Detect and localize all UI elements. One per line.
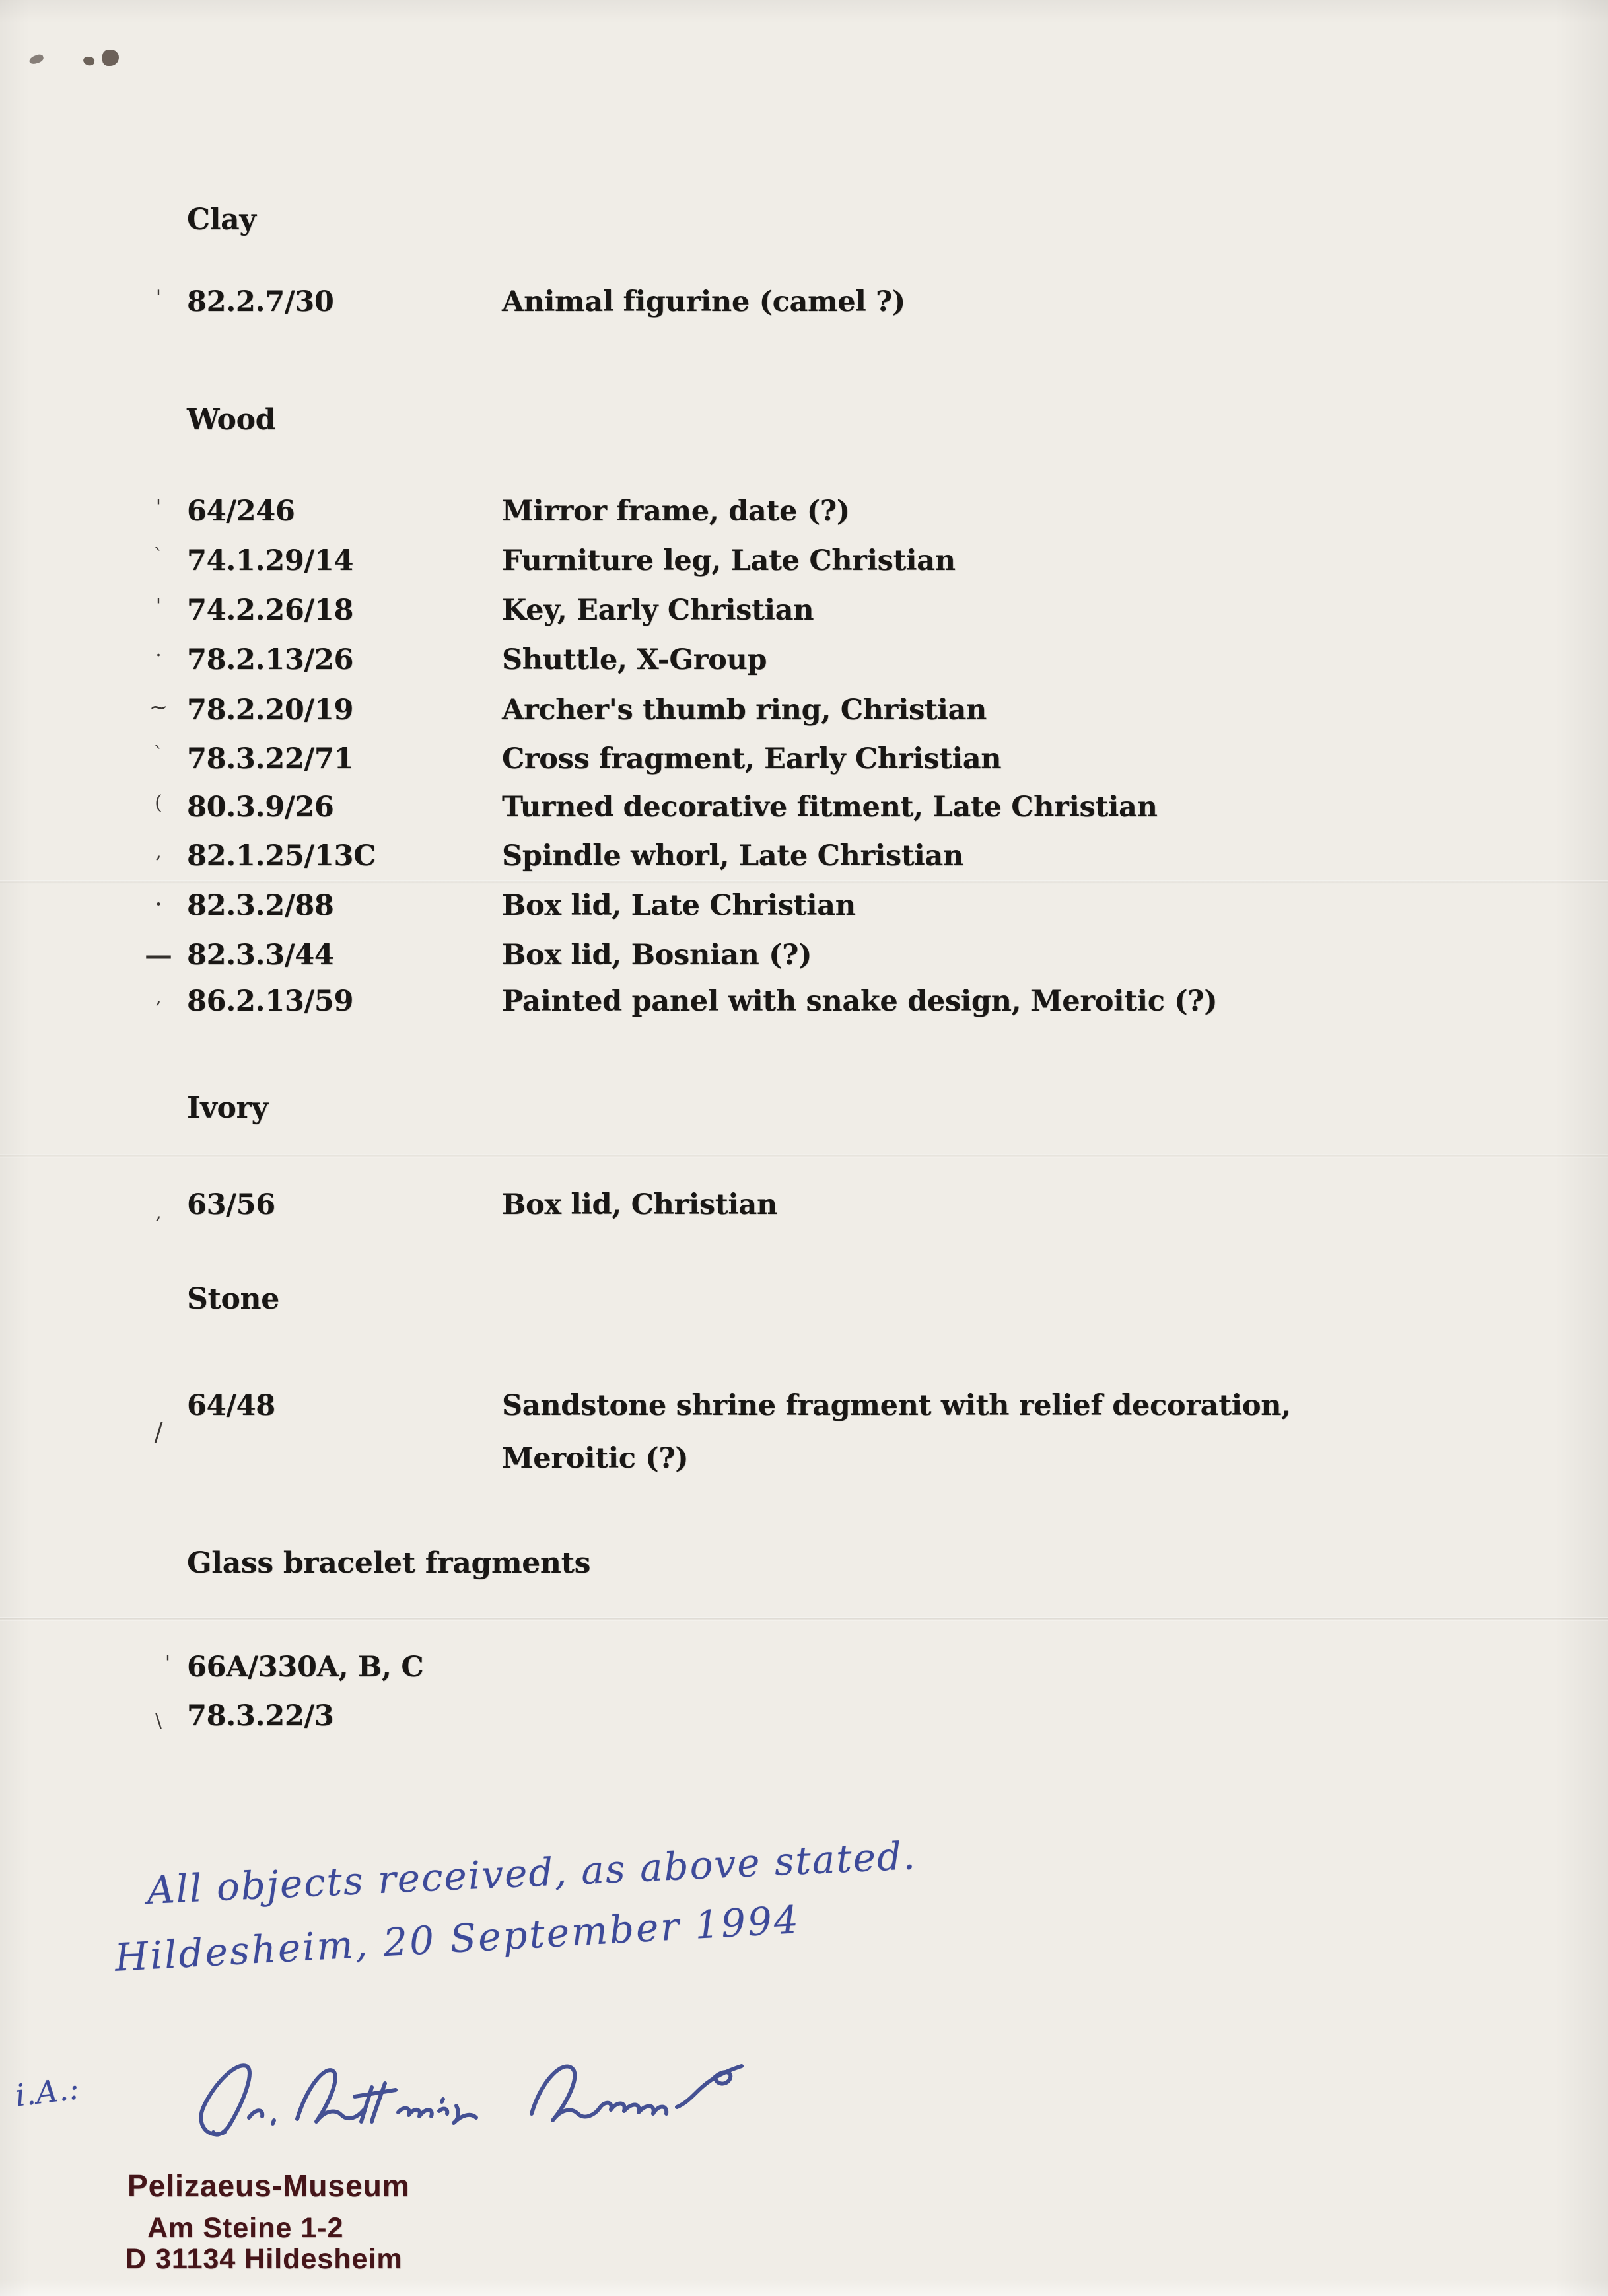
object-id: 63/56 [187, 1188, 275, 1221]
ink-smudge [83, 55, 95, 66]
signature-scrawl [162, 2040, 756, 2155]
tally-mark: ' [164, 1651, 171, 1674]
tally-mark: — [145, 939, 172, 971]
object-row [0, 497, 1608, 534]
object-row [0, 987, 1608, 1024]
object-id: 80.3.9/26 [187, 791, 334, 824]
object-description: Archer's thumb ring, Christian [502, 694, 987, 727]
object-row [0, 889, 1608, 929]
object-description-continued: Meroitic (?) [502, 1442, 689, 1475]
fold-crease [0, 1154, 1608, 1158]
object-id: 74.1.29/14 [187, 544, 354, 577]
tally-mark: ` [153, 743, 164, 766]
section-heading-label: Clay [187, 203, 256, 236]
object-description: Turned decorative fitment, Late Christian [502, 791, 1158, 824]
object-description: Furniture leg, Late Christian [502, 544, 956, 577]
tally-mark: \ [155, 1709, 162, 1733]
signature-ink [162, 2040, 756, 2155]
object-row [0, 643, 1608, 683]
object-row [0, 1702, 1608, 1739]
object-row [0, 1188, 1608, 1228]
fold-crease [0, 880, 1608, 884]
handwritten-note-line1: All objects received, as above stated. [146, 1833, 917, 1913]
handwritten-note-line2: Hildesheim, 20 September 1994 [114, 1896, 802, 1980]
object-id: 64/48 [187, 1389, 275, 1422]
tally-mark: / [154, 1417, 163, 1447]
tally-mark: ( [155, 791, 162, 814]
object-description: Shuttle, X-Group [502, 643, 767, 676]
object-id: 78.2.13/26 [187, 643, 354, 676]
object-description: Animal figurine (camel ?) [502, 285, 905, 318]
section-heading-label: Stone [187, 1282, 279, 1316]
section-heading-label: Glass bracelet fragments [187, 1546, 591, 1580]
tally-mark: , [155, 986, 162, 1009]
object-row [0, 285, 1608, 325]
object-description: Box lid, Late Christian [502, 889, 856, 922]
object-id: 78.3.22/3 [187, 1700, 334, 1733]
object-id: 86.2.13/59 [187, 985, 354, 1018]
ink-smudge [28, 54, 45, 65]
object-row [0, 941, 1608, 978]
tally-mark: , [155, 1201, 162, 1224]
object-row [0, 544, 1608, 584]
tally-mark: ` [153, 545, 164, 568]
object-description: Mirror frame, date (?) [502, 495, 850, 528]
object-row [0, 742, 1608, 782]
object-description: Box lid, Christian [502, 1188, 777, 1221]
fold-crease [0, 1617, 1608, 1621]
object-id: 82.2.7/30 [187, 285, 334, 318]
object-row [0, 793, 1608, 830]
object-row [0, 842, 1608, 879]
object-id: 82.3.2/88 [187, 889, 334, 922]
object-description: Sandstone shrine fragment with relief decoration, [502, 1389, 1291, 1422]
object-description: Spindle whorl, Late Christian [502, 840, 963, 873]
stamp-city: D 31134 Hildesheim [125, 2243, 403, 2275]
object-row [0, 596, 1608, 633]
object-id: 78.3.22/71 [187, 742, 354, 775]
object-id: 74.2.26/18 [187, 594, 354, 627]
tally-mark: ' [155, 495, 162, 519]
ink-smudge [102, 50, 119, 66]
tally-mark: ~ [149, 694, 168, 721]
object-id: 82.3.3/44 [187, 939, 334, 972]
object-row [0, 1653, 1608, 1690]
object-row [0, 696, 1608, 733]
object-description: Key, Early Christian [502, 594, 814, 627]
object-id: 78.2.20/19 [187, 694, 354, 727]
tally-mark: ' [155, 286, 162, 309]
object-description: Cross fragment, Early Christian [502, 742, 1002, 775]
stamp-street: Am Steine 1-2 [147, 2212, 344, 2244]
tally-mark: · [155, 644, 162, 667]
section-heading-label: Ivory [187, 1091, 268, 1125]
object-row [0, 1389, 1608, 1447]
object-description: Painted panel with snake design, Meroitic (?) [502, 985, 1218, 1018]
object-id: 66A/330A, B, C [187, 1651, 424, 1684]
tally-mark: ' [155, 594, 162, 618]
tally-mark: , [155, 840, 162, 863]
object-id: 82.1.25/13C [187, 840, 376, 873]
object-id: 64/246 [187, 495, 295, 528]
object-description: Box lid, Bosnian (?) [502, 939, 812, 972]
signature-prefix: i.A.: [13, 2070, 82, 2114]
stamp-museum-name: Pelizaeus-Museum [127, 2169, 410, 2203]
tally-mark: · [154, 890, 163, 919]
section-heading-label: Wood [187, 403, 276, 437]
